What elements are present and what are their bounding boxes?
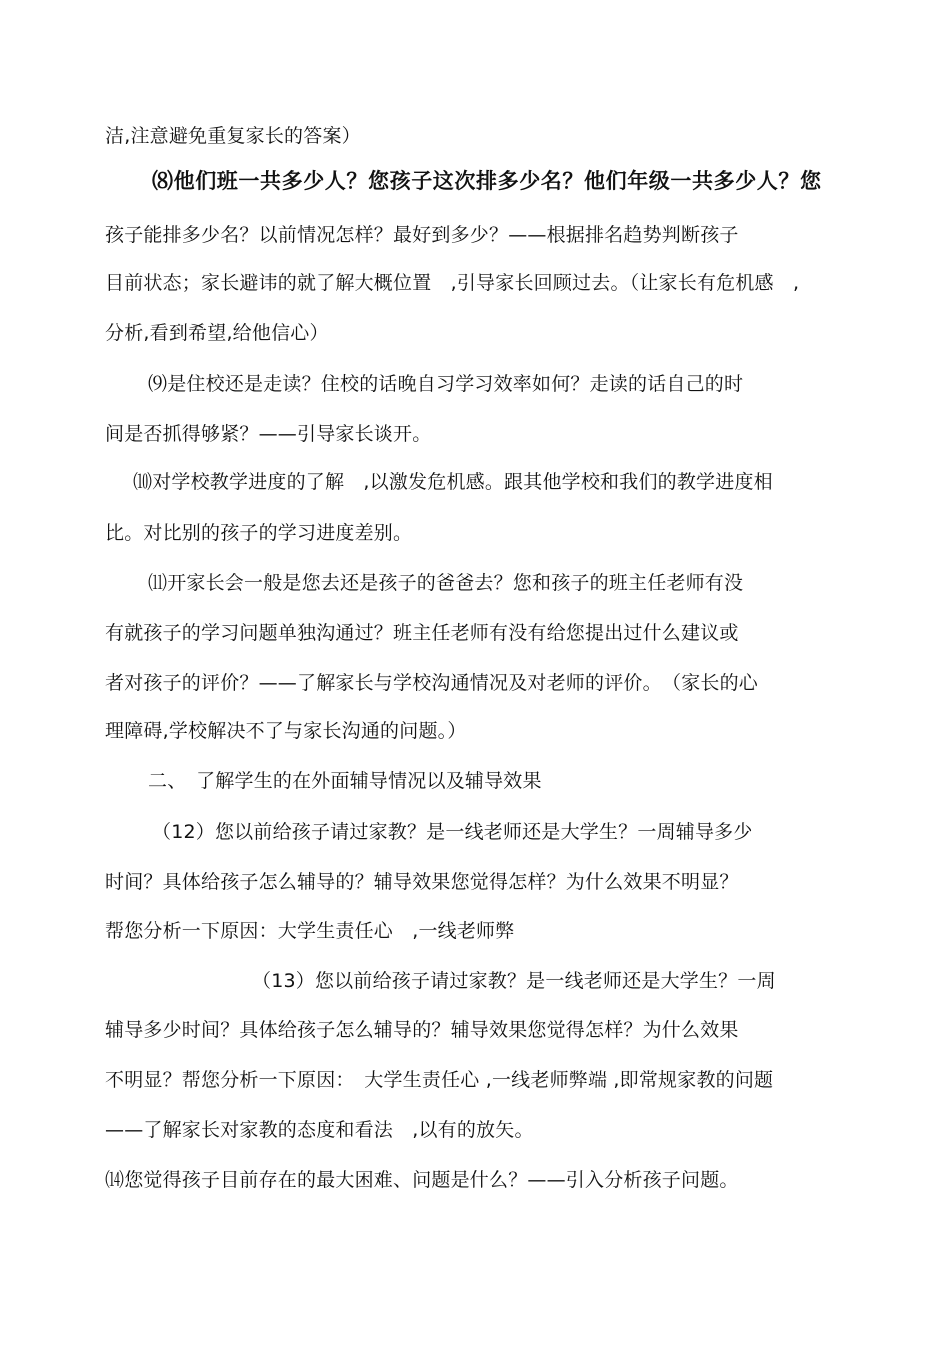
- text-line: 时间？具体给孩子怎么辅导的？辅导效果您觉得怎样？为什么效果不明显？: [105, 871, 739, 893]
- text-line: 目前状态；家长避讳的就了解大概位置 ,引导家长回顾过去。（让家长有危机感 ,: [105, 272, 800, 294]
- text-line: ⑼是住校还是走读？住校的话晚自习学习效率如何？走读的话自己的时: [148, 373, 744, 395]
- text-line: （12）您以前给孩子请过家教？是一线老师还是大学生？一周辅导多少: [152, 821, 753, 843]
- text-line: 分析,看到希望,给他信心）: [105, 322, 329, 344]
- text-line-heading: ⑻他们班一共多少人？您孩子这次排多少名？他们年级一共多少人？您: [152, 169, 822, 193]
- text-line: ——了解家长对家教的态度和看法 ,以有的放矢。: [105, 1119, 534, 1141]
- text-line: ⑾开家长会一般是您去还是孩子的爸爸去？您和孩子的班主任老师有没: [148, 572, 744, 594]
- text-line: 间是否抓得够紧？——引导家长谈开。: [105, 423, 432, 445]
- text-line: 辅导多少时间？具体给孩子怎么辅导的？辅导效果您觉得怎样？为什么效果: [105, 1019, 739, 1041]
- text-line: ⒁您觉得孩子目前存在的最大困难、问题是什么？——引入分析孩子问题。: [105, 1169, 739, 1191]
- text-line: 比。对比别的孩子的学习进度差别。: [105, 522, 413, 544]
- text-line: 洁,注意避免重复家长的答案）: [105, 125, 361, 147]
- text-line: ⑽对学校教学进度的了解 ,以激发危机感。跟其他学校和我们的教学进度相: [133, 471, 773, 493]
- text-line: 孩子能排多少名？以前情况怎样？最好到多少？——根据排名趋势判断孩子: [105, 224, 739, 246]
- text-line: 理障碍,学校解决不了与家长沟通的问题。）: [105, 720, 467, 742]
- text-line: 有就孩子的学习问题单独沟通过？班主任老师有没有给您提出过什么建议或: [105, 622, 739, 644]
- text-line: 帮您分析一下原因：大学生责任心 ,一线老师弊: [105, 920, 515, 942]
- section-heading: 二、 了解学生的在外面辅导情况以及辅导效果: [148, 770, 542, 792]
- text-line: （13）您以前给孩子请过家教？是一线老师还是大学生？一周: [252, 970, 776, 992]
- text-line: 不明显？帮您分析一下原因： 大学生责任心 ,一线老师弊端 ,即常规家教的问题: [105, 1069, 774, 1091]
- text-line: 者对孩子的评价？——了解家长与学校沟通情况及对老师的评价。 （家长的心: [105, 672, 759, 694]
